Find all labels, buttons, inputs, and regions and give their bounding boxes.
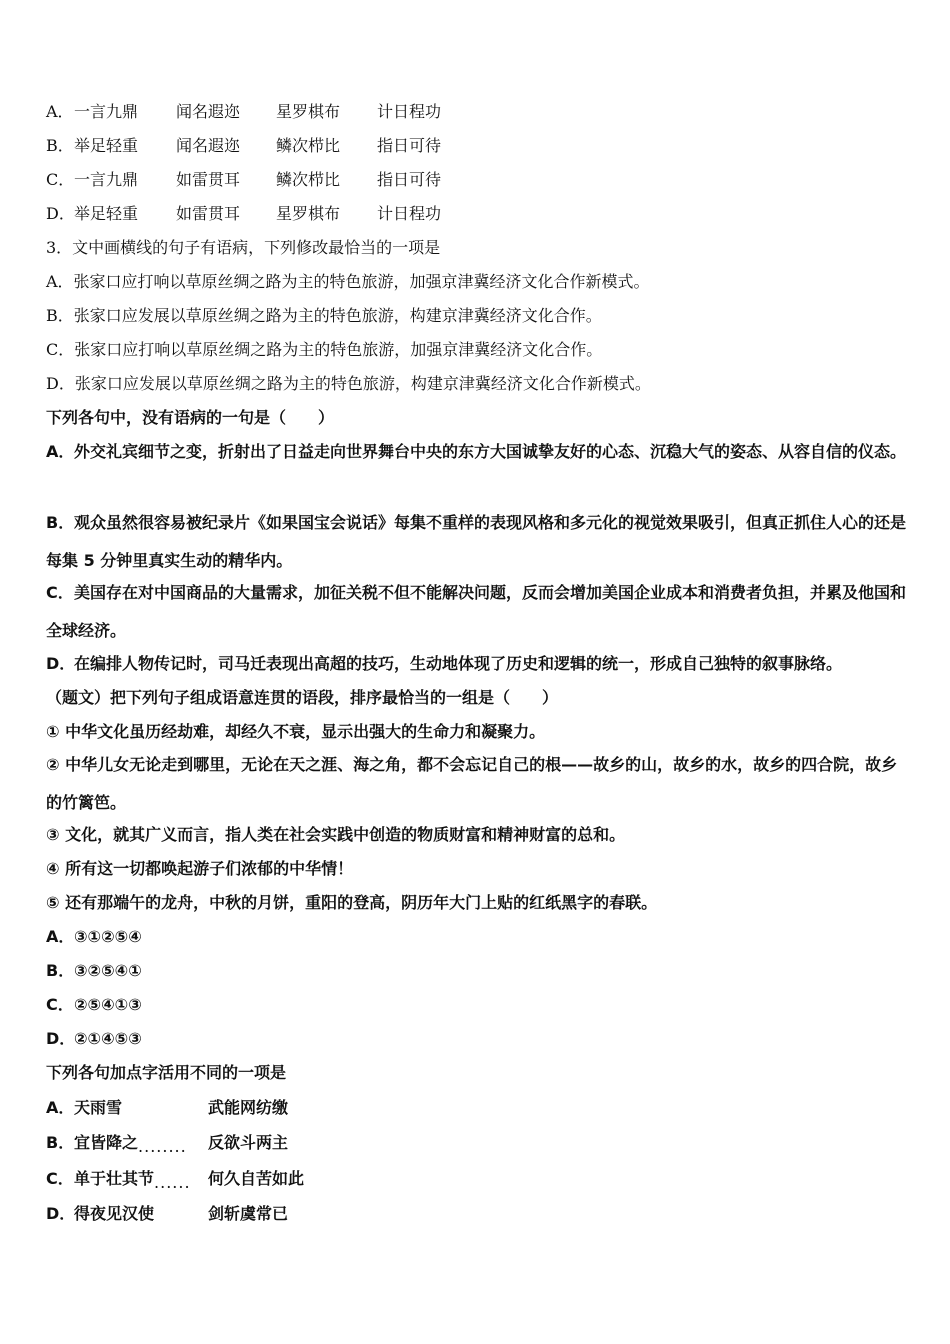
q5-option-c (46, 995, 142, 1015)
idiom: 指日可待 (377, 170, 442, 189)
q5-stem: （题文）把下列句子组成语意连贯的语段，排序最恰当的一组是（ ） (46, 688, 559, 707)
idiom: 一言九鼎 (74, 102, 139, 121)
idiom: 计日程功 (377, 204, 442, 223)
q5-option-b (46, 961, 142, 981)
option-label: C． (46, 170, 75, 189)
idiom: 鳞次栉比 (276, 136, 341, 155)
option-label: D． (46, 1204, 76, 1223)
option-label: C． (46, 995, 74, 1014)
option-label: B． (46, 136, 74, 155)
idiom: 举足轻重 (74, 136, 139, 155)
option-text: 美国存在对中国商品的大量需求，加征关税不但不能解决问题，反而会增加美国企业成本和消费者负担，并累及他国和全球经济。 (46, 583, 907, 640)
idiom: 举足轻重 (74, 204, 139, 223)
option-label: A． (46, 1098, 75, 1117)
option-right: 剑斩虞常已 (208, 1204, 289, 1223)
q5-option-d (46, 1029, 142, 1049)
option-label: D． (46, 654, 76, 673)
q6-option-b (46, 1133, 289, 1156)
option-label: B． (46, 961, 75, 980)
option-text: ③②⑤④① (74, 961, 142, 980)
option-text: ②⑤④①③ (74, 995, 142, 1014)
idiom: 如雷贯耳 (176, 204, 241, 223)
option-label: D． (46, 204, 75, 223)
q4-option-a (46, 433, 908, 471)
q3-option-c: C．张家口应打响以草原丝绸之路为主的特色旅游，加强京津冀经济文化合作。 (46, 340, 603, 359)
option-label: A． (46, 927, 75, 946)
option-text: ③①②⑤④ (74, 927, 142, 946)
option-right: 反欲斗两主 (208, 1133, 289, 1152)
q3-option-b: B．张家口应发展以草原丝绸之路为主的特色旅游，构建京津冀经济文化合作。 (46, 306, 602, 325)
option-label: A． (46, 442, 75, 461)
q6-option-c (46, 1169, 305, 1192)
option-left: 单于壮其节 (74, 1169, 155, 1188)
idiom: 星罗棋布 (276, 204, 341, 223)
option-text: 观众虽然很容易被纪录片《如果国宝会说话》每集不重样的表现风格和多元化的视觉效果吸引，但真正抓住人心的还是每集 5 分钟里真实生动的精华内。 (46, 513, 907, 570)
idiom: 鳞次栉比 (276, 170, 341, 189)
q2-option-b (46, 136, 442, 156)
option-label: C． (46, 583, 74, 602)
emphasis-dots: ...... (154, 1173, 191, 1192)
option-text: ②①④⑤③ (74, 1029, 142, 1048)
idiom: 星罗棋布 (276, 102, 341, 121)
q6-stem: 下列各句加点字活用不同的一项是 (46, 1063, 287, 1082)
idiom: 闻名遐迩 (176, 136, 241, 155)
option-label: D． (46, 1029, 76, 1048)
idiom: 闻名遐迩 (176, 102, 241, 121)
option-right: 何久自苦如此 (208, 1169, 305, 1188)
option-label: A． (46, 102, 74, 121)
option-left: 得夜见汉使 (74, 1204, 155, 1223)
idiom: 指日可待 (377, 136, 442, 155)
q2-option-c (46, 170, 442, 190)
option-text: 在编排人物传记时，司马迁表现出高超的技巧，生动地体现了历史和逻辑的统一，形成自己独特的叙事脉络。 (74, 654, 843, 673)
q5-sentence-2: ② 中华儿女无论走到哪里，无论在天之涯、海之角，都不会忘记自己的根——故乡的山，故乡的水，故乡的四合院，故乡的竹篱笆。 (46, 755, 898, 812)
option-label: C． (46, 1169, 74, 1188)
q2-option-d (46, 204, 442, 224)
idiom: 如雷贯耳 (176, 170, 241, 189)
option-text: 外交礼宾细节之变，折射出了日益走向世界舞台中央的东方大国诚挚友好的心态、沉稳大气的姿态、从容自信的仪态。 (74, 442, 907, 461)
option-left: 天雨雪 (74, 1098, 123, 1117)
q4-stem: 下列各句中，没有语病的一句是（ ） (46, 408, 335, 427)
option-right: 武能网纺缴 (208, 1098, 289, 1117)
q5-sentence-4: ④ 所有这一切都唤起游子们浓郁的中华情！ (46, 859, 354, 878)
q5-sentence-1: ① 中华文化虽历经劫难，却经久不衰，显示出强大的生命力和凝聚力。 (46, 722, 546, 741)
q2-option-a (46, 102, 442, 122)
option-label: B． (46, 1133, 75, 1152)
q3-option-d: D．张家口应发展以草原丝绸之路为主的特色旅游，构建京津冀经济文化合作新模式。 (46, 374, 651, 393)
q4-option-d (46, 654, 842, 674)
q6-option-d (46, 1204, 289, 1224)
q5-sentence-3: ③ 文化，就其广义而言，指人类在社会实践中创造的物质财富和精神财富的总和。 (46, 825, 626, 844)
option-label: B． (46, 513, 75, 532)
option-left: 宜皆降之 (74, 1133, 139, 1152)
q5-sentence-5: ⑤ 还有那端午的龙舟，中秋的月饼，重阳的登高，阴历年大门上贴的红纸黑字的春联。 (46, 893, 658, 912)
q5-option-a (46, 927, 142, 947)
q6-option-a (46, 1098, 289, 1118)
idiom: 一言九鼎 (74, 170, 139, 189)
emphasis-dots: ........ (138, 1137, 187, 1156)
q4-option-c (46, 574, 908, 650)
q3-stem: 3．文中画横线的句子有语病，下列修改最恰当的一项是 (46, 238, 441, 257)
q4-option-b (46, 504, 908, 580)
q3-option-a: A．张家口应打响以草原丝绸之路为主的特色旅游，加强京津冀经济文化合作新模式。 (46, 272, 650, 291)
idiom: 计日程功 (377, 102, 442, 121)
